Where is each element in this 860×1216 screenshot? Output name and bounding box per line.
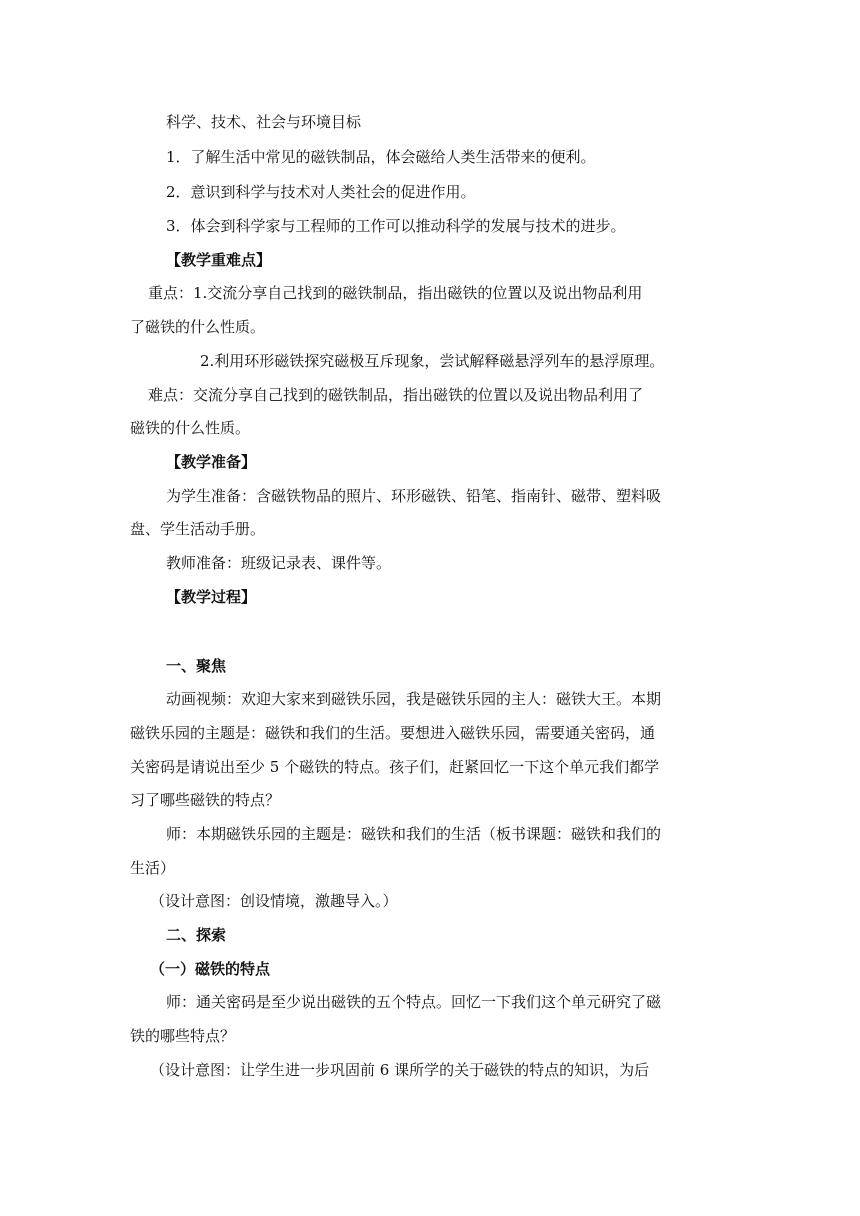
goal-item-1: 1．了解生活中常见的磁铁制品，体会磁给人类生活带来的便利。	[166, 148, 596, 166]
design-intent-2: （设计意图：让学生进一步巩固前 6 课所学的关于磁铁的特点的知识，为后	[150, 1061, 650, 1079]
teacher-paragraph-line-1: 师：本期磁铁乐园的主题是：磁铁和我们的生活（板书课题：磁铁和我们的	[166, 825, 662, 843]
key-point-2: 2.利用环形磁铁探究磁极互斥现象，尝试解释磁悬浮列车的悬浮原理。	[200, 352, 665, 370]
goal-item-2: 2．意识到科学与技术对人类社会的促进作用。	[166, 183, 476, 201]
key-point-1-line-1: 重点：1.交流分享自己找到的磁铁制品，指出磁铁的位置以及说出物品利用	[148, 284, 643, 302]
teacher-paragraph-line-2: 生活）	[130, 859, 176, 877]
video-paragraph-line-4: 习了哪些磁铁的特点？	[130, 791, 281, 809]
subheading-magnet-features: （一）磁铁的特点	[150, 960, 271, 978]
heading-preparation: 【教学准备】	[166, 453, 257, 471]
difficulty-line-2: 磁铁的什么性质。	[130, 419, 251, 437]
heading-explore: 二、探索	[166, 926, 227, 944]
section-heading-sts-goals: 科学、技术、社会与环境目标	[166, 113, 362, 131]
video-paragraph-line-1: 动画视频：欢迎大家来到磁铁乐园，我是磁铁乐园的主人：磁铁大王。本期	[166, 690, 662, 708]
teacher-prep: 教师准备：班级记录表、课件等。	[166, 554, 392, 572]
difficulty-line-1: 难点：交流分享自己找到的磁铁制品，指出磁铁的位置以及说出物品利用了	[148, 386, 644, 404]
student-prep-line-2: 盘、学生活动手册。	[130, 520, 266, 538]
heading-process: 【教学过程】	[166, 588, 257, 606]
design-intent-1: （设计意图：创设情境，激趣导入。）	[150, 892, 398, 910]
goal-item-3: 3．体会到科学家与工程师的工作可以推动科学的发展与技术的进步。	[166, 217, 626, 235]
video-paragraph-line-2: 磁铁乐园的主题是：磁铁和我们的生活。要想进入磁铁乐园，需要通关密码，通	[130, 724, 656, 742]
heading-focus: 一、聚焦	[166, 657, 227, 675]
video-paragraph-line-3: 关密码是请说出至少 5 个磁铁的特点。孩子们，赶紧回忆一下这个单元我们都学	[130, 758, 660, 776]
key-point-1-line-2: 了磁铁的什么性质。	[130, 318, 266, 336]
teacher-question-line-1: 师：通关密码是至少说出磁铁的五个特点。回忆一下我们这个单元研究了磁	[166, 993, 662, 1011]
heading-key-points: 【教学重难点】	[166, 251, 272, 269]
student-prep-line-1: 为学生准备：含磁铁物品的照片、环形磁铁、铅笔、指南针、磁带、塑料吸	[166, 487, 662, 505]
teacher-question-line-2: 铁的哪些特点？	[130, 1027, 236, 1045]
